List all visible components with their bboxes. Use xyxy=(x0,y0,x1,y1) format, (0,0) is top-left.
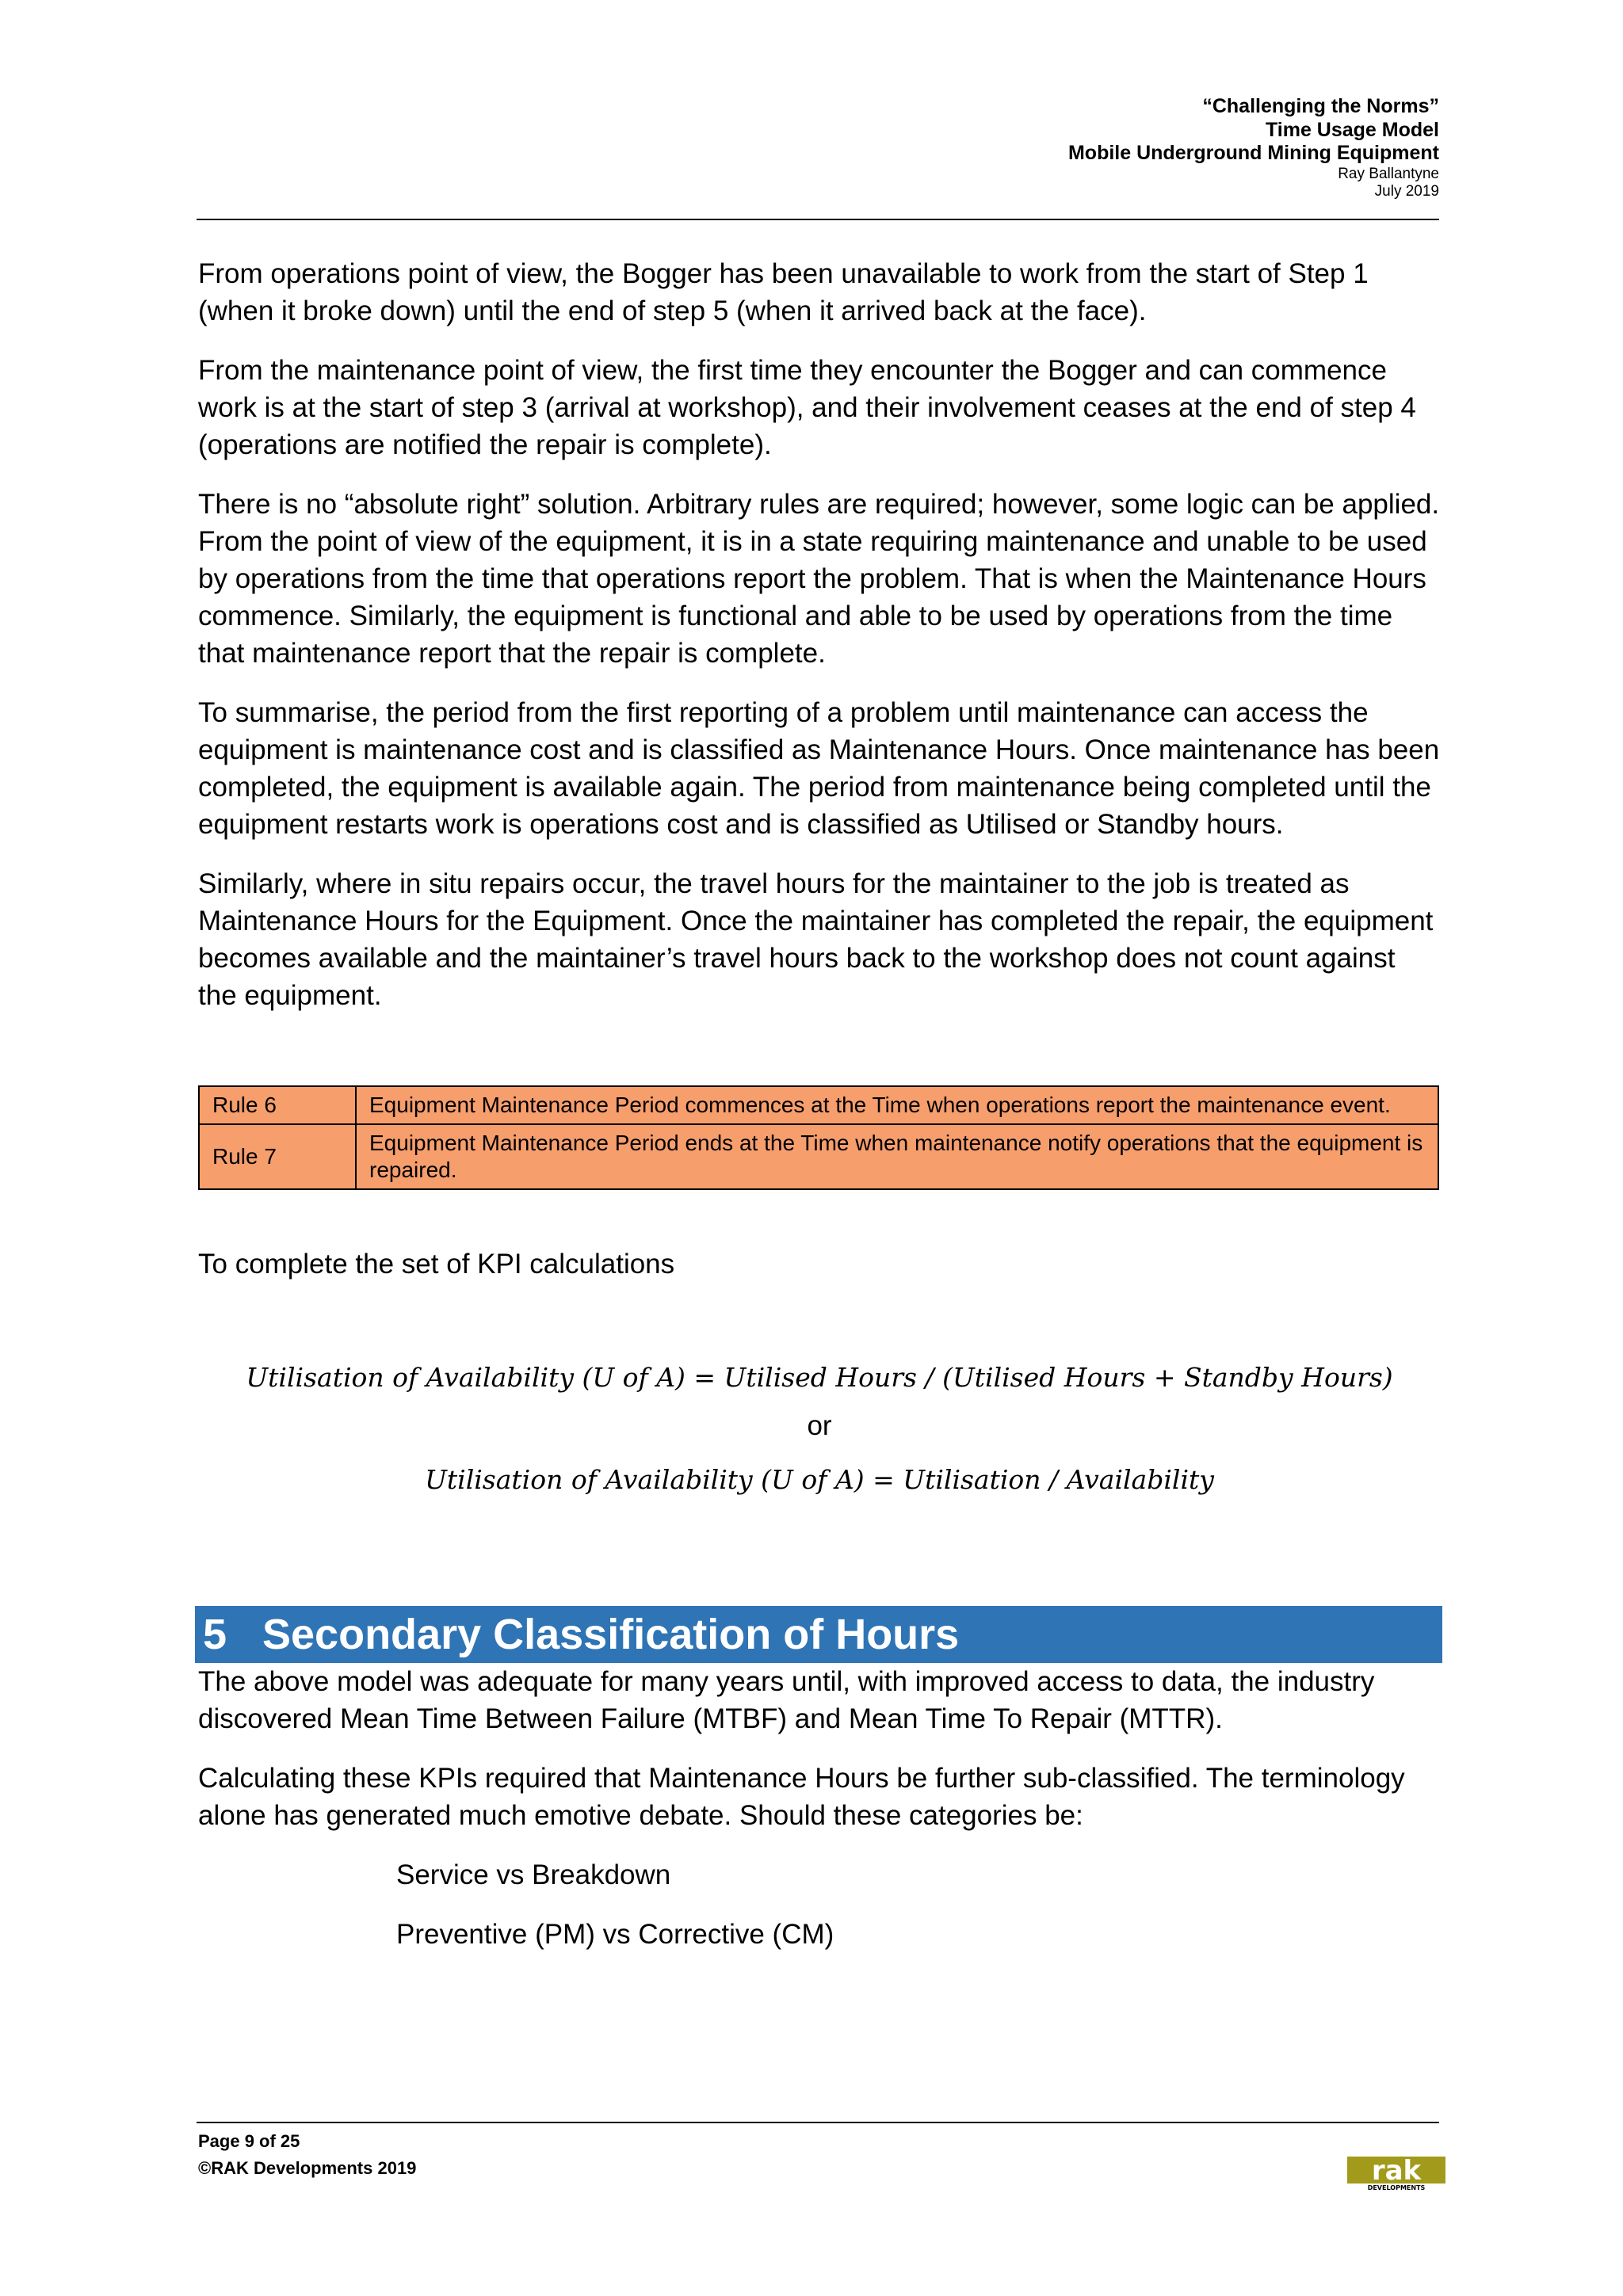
rule-text: Equipment Maintenance Period commences at the Time when operations report the maintenance event. xyxy=(356,1086,1438,1124)
kpi-intro: To complete the set of KPI calculations xyxy=(198,1249,675,1280)
table-row xyxy=(199,1124,1438,1189)
formula-u-of-a-ratio: Utilisation of Availability (U of A) = Utilisation / Availability xyxy=(425,1464,1214,1495)
page-footer xyxy=(198,2128,416,2182)
table-row xyxy=(199,1086,1438,1124)
formula-or: or xyxy=(807,1410,832,1441)
logo-subtext: DEVELOPMENTS xyxy=(1367,2184,1426,2191)
logo-text: rak xyxy=(1371,2155,1422,2187)
paragraph: Calculating these KPIs required that Maintenance Hours be further sub-classified. The terminology alone has generated much emotive debate. Should these categories be: xyxy=(198,1763,1405,1831)
rule-name: Rule 7 xyxy=(199,1124,356,1189)
paragraph: To summarise, the period from the first reporting of a problem until maintenance can access the equipment is maintenance cost and is classified as Maintenance Hours. Once maintenance has been completed, the equipment is available again. The period from maintenance being completed until the equipment restarts work is operations cost and is classified as Utilised or Standby hours. xyxy=(198,697,1440,840)
list-item: Preventive (PM) vs Corrective (CM) xyxy=(396,1919,834,1950)
paragraph: From the maintenance point of view, the first time they encounter the Bogger and can commence work is at the start of step 3 (arrival at workshop), and their involvement ceases at the end of step 4 (operations are notified the repair is complete). xyxy=(198,355,1416,460)
page-number: Page 9 of 25 xyxy=(198,2131,300,2151)
footer-divider xyxy=(197,2122,1439,2123)
rule-text: Equipment Maintenance Period ends at the Time when maintenance notify operations that the equipment is repaired. xyxy=(356,1124,1438,1189)
paragraph: The above model was adequate for many years until, with improved access to data, the industry discovered Mean Time Between Failure (MTBF) and Mean Time To Repair (MTTR). xyxy=(198,1666,1375,1734)
header-date: July 2019 xyxy=(1374,182,1439,200)
header-title: “Challenging the Norms” xyxy=(1202,95,1439,117)
copyright: ©RAK Developments 2019 xyxy=(198,2158,417,2178)
header-author: Ray Ballantyne xyxy=(1338,165,1439,182)
page-body xyxy=(198,255,1441,1975)
formula-u-of-a-hours: Utilisation of Availability (U of A) = Utilised Hours / (Utilised Hours + Standby Hours) xyxy=(246,1362,1393,1393)
section-heading xyxy=(195,1606,1442,1663)
header-subject: Mobile Underground Mining Equipment xyxy=(1067,142,1439,164)
rule-name: Rule 6 xyxy=(199,1086,356,1124)
page-header xyxy=(197,95,1439,200)
paragraph: There is no “absolute right” solution. Arbitrary rules are required; however, some logic can be applied. From the point of view of the equipment, it is in a state requiring maintenance and unable to be used by operations from the time that operations report the problem. That is when the Maintenance Hours commence. Similarly, the equipment is functional and able to be used by operations from the time that maintenance report that the repair is complete. xyxy=(198,489,1440,669)
rules-table xyxy=(198,1085,1439,1190)
list-item: Service vs Breakdown xyxy=(396,1859,671,1890)
section-title: Secondary Classification of Hours xyxy=(262,1611,960,1658)
rak-logo-icon xyxy=(1347,2153,1445,2191)
paragraph: From operations point of view, the Bogger has been unavailable to work from the start of Step 1 (when it broke down) until the end of step 5 (when it arrived back at the face). xyxy=(198,258,1369,326)
header-divider xyxy=(197,219,1439,220)
paragraph: Similarly, where in situ repairs occur, the travel hours for the maintainer to the job is treated as Maintenance Hours for the Equipment. Once the maintainer has completed the repair, the equipment becomes available and the maintainer’s travel hours back to the workshop does not count against the equipment. xyxy=(198,868,1434,1011)
section-number: 5 xyxy=(203,1611,227,1658)
header-subtitle: Time Usage Model xyxy=(1265,118,1439,141)
